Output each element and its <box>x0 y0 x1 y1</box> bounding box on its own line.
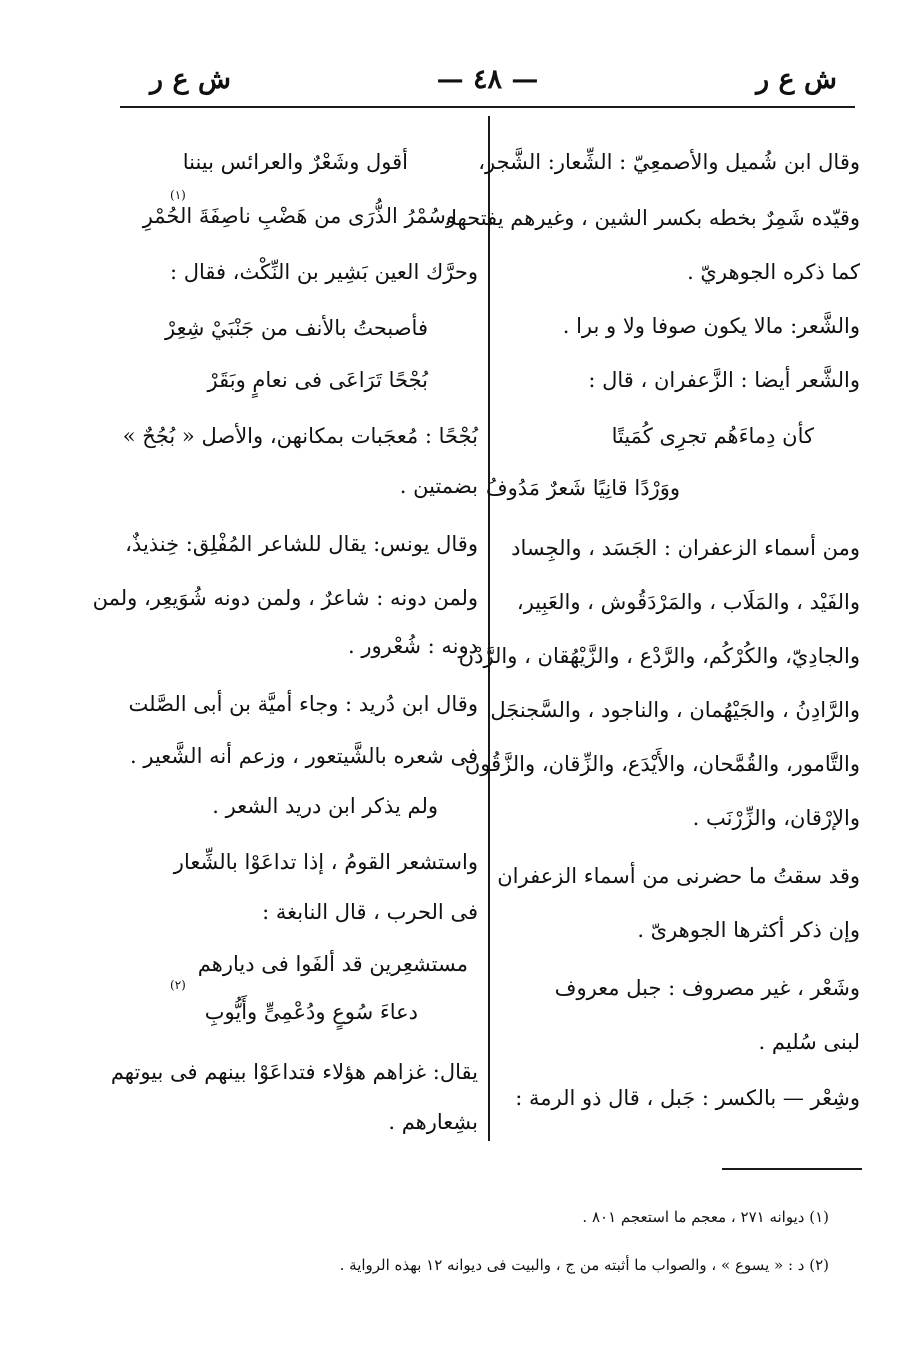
verse-line: ووَرْدًا قانِيًا شَعرٌ مَدُوفُ <box>485 476 680 500</box>
text-line: دونه : شُعْرور . <box>348 634 478 658</box>
verse-line: بُجْحًا تَرَاعَى فى نعامٍ وبَقَرْ <box>207 368 428 392</box>
text-line: فى الحرب ، قال النابغة : <box>262 900 478 924</box>
footnote-ref: (١) <box>170 188 186 202</box>
text-line: فى شعره بالشَّيتعور ، وزعم أنه الشَّعير . <box>130 744 478 768</box>
text-line: بشِعارهم . <box>388 1110 478 1134</box>
text-line: كما ذكره الجوهريّ . <box>687 260 860 284</box>
footnote-ref: (٢) <box>170 978 186 992</box>
text-line: ولمن دونه : شاعرٌ ، ولمن دونه شُوَيعِر، ولمن <box>92 586 478 610</box>
text-line: واستشعر القومُ ، إذا تداعَوْا بالشِّعار <box>173 850 478 874</box>
verse-line: فأصبحتُ بالأنف من جَنْبَيْ شِعِرْ <box>165 316 428 340</box>
text-line: والفَيْد ، والمَلَاب ، والمَرْدَقُوش ، والعَبِير، <box>516 590 860 614</box>
text-line: والإرْقان، والزِّرْنَب . <box>692 806 860 830</box>
header-root-left: ش ع ر <box>150 64 231 95</box>
text-line: ولم يذكر ابن دريد الشعر . <box>212 794 438 818</box>
verse-line: وسُمْرُ الذُّرَى من هَضْبِ ناصِفَةَ الحُمْرِ <box>142 204 456 228</box>
text-line: وحرَّك العين بَشِير بن النِّكْث، فقال : <box>169 260 478 284</box>
text-line: ومن أسماء الزعفران : الجَسَد ، والجِساد <box>511 536 860 560</box>
text-line: والتَّامور، والقُمَّحان، والأَيْدَع، والزِّقان، والزَّقُون <box>464 752 860 776</box>
header-rule <box>120 106 855 108</box>
text-line: وقد سقتُ ما حضرنى من أسماء الزعفران <box>497 864 860 888</box>
text-line: والجادِيّ، والكُرْكُم، والرَّدْع ، والزَّيْهُقان ، والرَّدْن <box>458 644 860 668</box>
column-divider <box>488 116 490 1141</box>
page-number: — ٤٨ — <box>436 64 539 95</box>
text-line: وإن ذكر أكثرها الجوهرىّ . <box>637 918 860 942</box>
text-line: وشِعْر — بالكسر : جَبل ، قال ذو الرمة : <box>515 1086 860 1110</box>
footnote-1: (١) ديوانه ٢٧١ ، معجم ما استعجم ٨٠١ . <box>582 1208 829 1226</box>
text-line: وقال يونس: يقال للشاعر المُفْلِق: خِنذيذٌ، <box>125 532 478 556</box>
verse-line: مستشعِرين قد ألفَوا فى ديارهم <box>197 952 468 976</box>
text-line: وقال ابن دُريد : وجاء أميَّة بن أبى الصَّلت <box>128 692 478 716</box>
text-line: والرَّادِنُ ، والجَيْهُمان ، والناجود ، والسَّجنجَل <box>490 698 860 722</box>
text-line: يقال: غزاهم هؤلاء فتداعَوْا بينهم فى بيوتهم <box>110 1060 478 1084</box>
footnote-rule <box>722 1168 862 1170</box>
verse-line: كأن دِماءَهُم تجرِى كُمَيتًا <box>611 424 814 448</box>
page-header <box>120 52 855 104</box>
verse-line: أقول وشَعْرٌ والعرائس بيننا <box>182 150 408 174</box>
text-line: وقال ابن شُميل والأصمعِيّ : الشِّعار: الشَّجر، <box>478 150 860 174</box>
text-line: والشَّعر أيضا : الزَّعفران ، قال : <box>588 368 860 392</box>
text-line: وقيّده شَمِرٌ بخطه بكسر الشين ، وغيرهم يفتحها، <box>444 206 860 230</box>
header-root-right: ش ع ر <box>756 64 837 95</box>
verse-line: دعاءَ سُوعٍ ودُعْمِىٍّ وأَيُّوبِ <box>204 1000 418 1024</box>
text-line: بُجْحًا : مُعجَبات بمكانهن، والأصل « بُجُحٌ » <box>122 424 478 448</box>
footnote-2: (٢) د : « يسوع » ، والصواب ما أثبته من ج ، والبيت فى ديوانه ١٢ بهذه الرواية . <box>339 1256 829 1274</box>
text-line: لبنى سُليم . <box>758 1030 860 1054</box>
text-line: وشَعْر ، غير مصروف : جبل معروف <box>554 976 860 1000</box>
text-line: بضمتين . <box>399 474 478 498</box>
text-line: والشَّعر: مالا يكون صوفا ولا و برا . <box>562 314 860 338</box>
